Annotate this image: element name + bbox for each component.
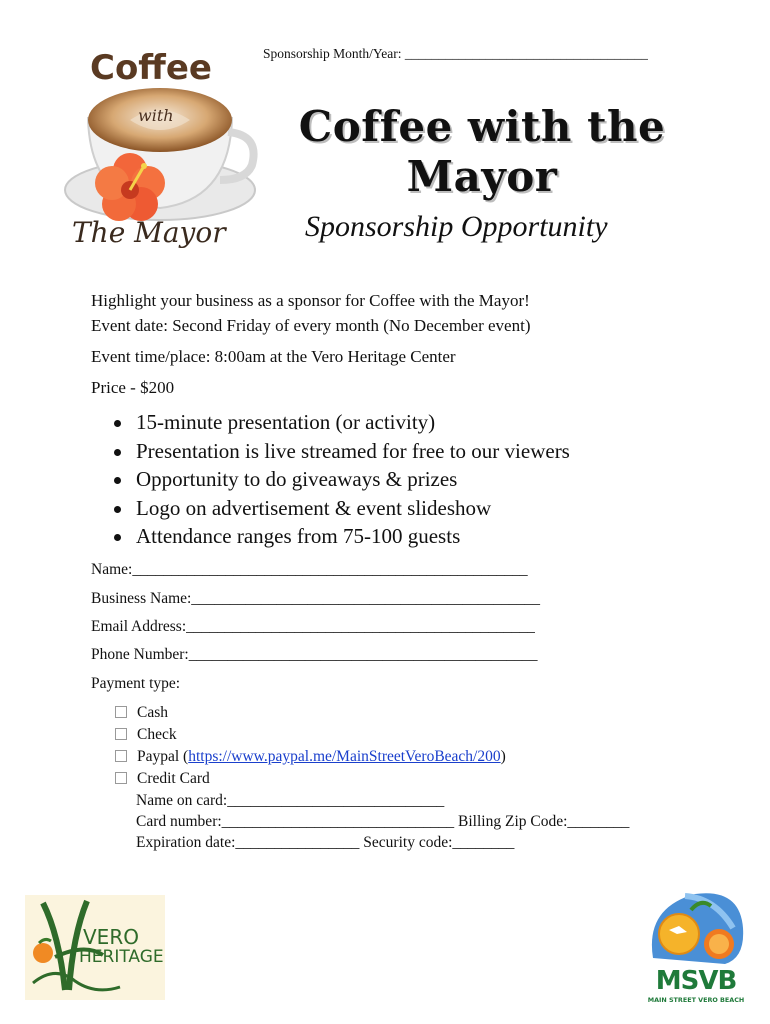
benefit-item: Attendance ranges from 75-100 guests: [110, 522, 570, 551]
title-line-1: Coffee with the: [298, 102, 666, 151]
title-line-2: Mayor: [406, 152, 558, 201]
payment-option-paypal[interactable]: [115, 748, 506, 766]
payment-option-check[interactable]: [115, 726, 177, 744]
intro-price: Price - $200: [91, 378, 175, 397]
checkbox-icon[interactable]: [115, 706, 127, 718]
payment-option-cash[interactable]: [115, 704, 168, 722]
logo-word-coffee: Coffee: [90, 48, 212, 88]
card-number-field[interactable]: Card number:______________________________ Billing Zip Code:________: [136, 813, 630, 830]
paypal-suffix: ): [500, 748, 506, 765]
heritage-text: HERITAGE: [79, 947, 164, 967]
email-field[interactable]: Email Address:_____________________________________________: [91, 618, 535, 635]
vero-heritage-logo: [25, 895, 165, 1000]
logo-word-with: with: [138, 106, 174, 125]
checkbox-icon[interactable]: [115, 772, 127, 784]
business-name-field[interactable]: Business Name:_____________________________________________: [91, 590, 541, 607]
benefit-item: Opportunity to do giveaways & prizes: [110, 465, 570, 494]
msvb-emblem-icon: [645, 888, 747, 968]
msvb-full-name: MAIN STREET VERO BEACH: [647, 996, 745, 1004]
paypal-label: Paypal (: [137, 748, 189, 765]
intro-event-date: Event date: Second Friday of every month (No December event): [91, 316, 531, 335]
benefit-item: Logo on advertisement & event slideshow: [110, 494, 570, 523]
benefit-item: 15-minute presentation (or activity): [110, 408, 570, 437]
check-label: Check: [137, 726, 177, 743]
page-subtitle: Sponsorship Opportunity: [305, 210, 608, 243]
benefits-list: [110, 408, 570, 551]
phone-field[interactable]: Phone Number:_____________________________________________: [91, 646, 538, 663]
checkbox-icon[interactable]: [115, 728, 127, 740]
sponsorship-month-field[interactable]: Sponsorship Month/Year: ____________________________________: [263, 46, 648, 61]
checkbox-icon[interactable]: [115, 750, 127, 762]
expiration-field[interactable]: Expiration date:________________ Security code:________: [136, 834, 515, 851]
page-title: [272, 102, 692, 202]
name-field[interactable]: Name:___________________________________________________: [91, 561, 528, 578]
paypal-link[interactable]: https://www.paypal.me/MainStreetVeroBeach/200: [188, 748, 501, 765]
coffee-logo: [60, 40, 260, 265]
credit-card-label: Credit Card: [137, 770, 210, 787]
payment-option-credit-card[interactable]: [115, 770, 210, 788]
msvb-acronym: MSVB: [655, 966, 737, 996]
intro-event-time: Event time/place: 8:00am at the Vero Heritage Center: [91, 347, 456, 366]
benefit-item: Presentation is live streamed for free to our viewers: [110, 437, 570, 466]
payment-type-label: Payment type:: [91, 675, 181, 692]
msvb-logo: [645, 888, 747, 1006]
intro-highlight: Highlight your business as a sponsor for Coffee with the Mayor!: [91, 291, 530, 310]
name-on-card-field[interactable]: Name on card:____________________________: [136, 792, 445, 809]
vero-text: VERO: [83, 925, 139, 949]
logo-word-mayor: The Mayor: [72, 216, 226, 249]
cash-label: Cash: [137, 704, 168, 721]
